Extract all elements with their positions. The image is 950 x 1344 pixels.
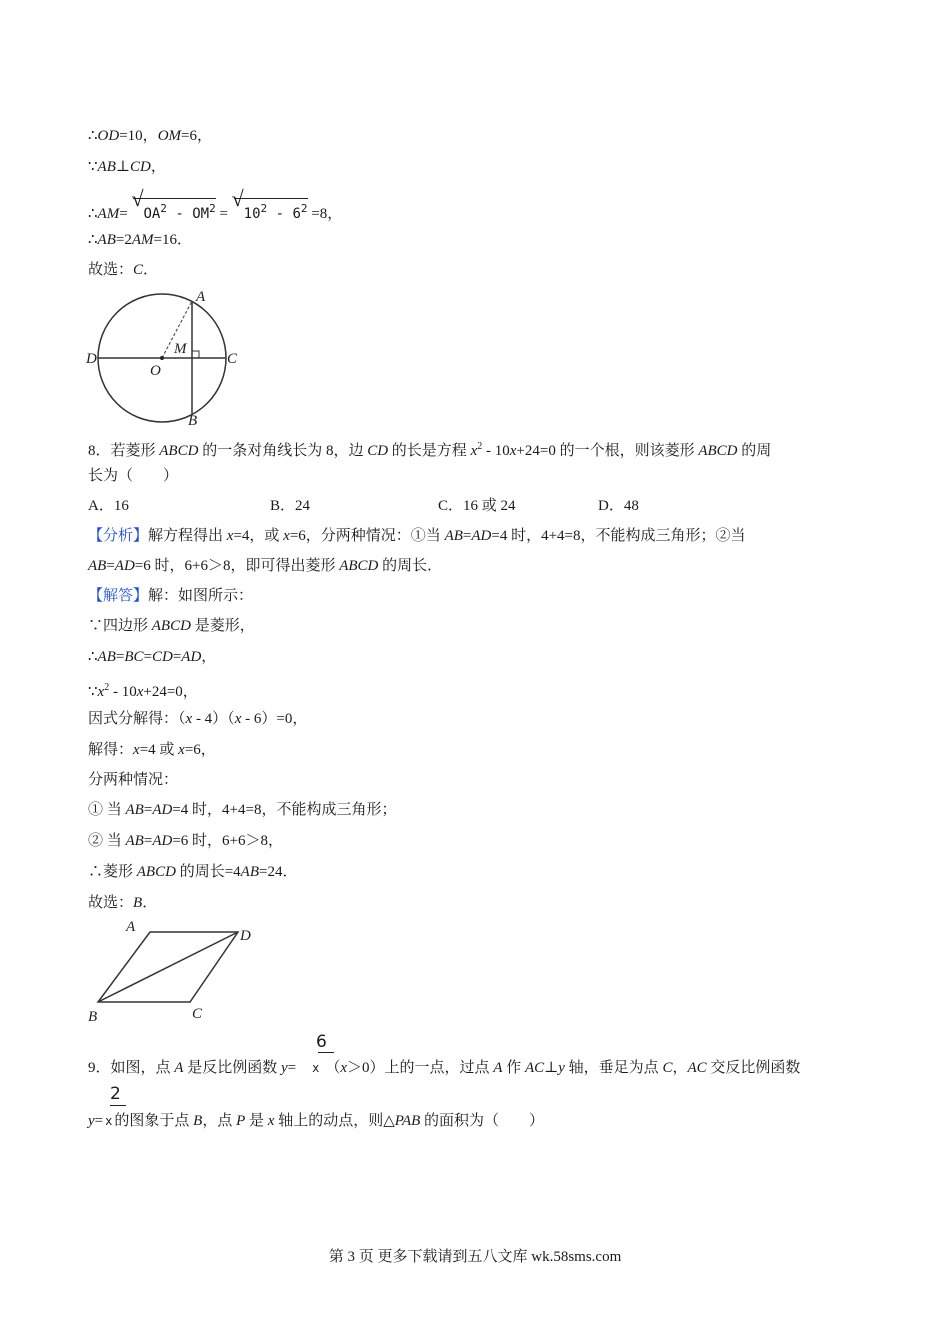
- question-8-line-1: 8．若菱形 ABCD 的一条对角线长为 8，边 CD 的长是方程 $x^2 - 10x+24=0$ 的一个根，则该菱形 ABCD 的周: [88, 441, 772, 459]
- label-b: B: [88, 1009, 98, 1025]
- rhombus-figure: [84, 918, 264, 1028]
- text-line: ∴OD=10，OM=6，: [88, 128, 212, 144]
- solution-line-7: 分两种情况：: [88, 772, 179, 788]
- sqrt-expression-2: √ $10^2 - 6^2$: [231, 186, 308, 222]
- text-line: 故选：C．: [88, 262, 159, 278]
- fraction-6-over-x: 6: [316, 1032, 327, 1052]
- option-c: C．16 或 24: [438, 498, 516, 514]
- label-c: C: [227, 351, 238, 367]
- center-point: [160, 356, 164, 360]
- solution-tag: 【解答】: [88, 588, 149, 604]
- solution-line-8: ① 当 AB=AD=4 时，4+4=8，不能构成三角形；: [88, 802, 397, 818]
- fraction-denominator: x: [105, 1114, 113, 1128]
- label-a: A: [196, 289, 206, 305]
- analysis-line-1: 【分析】解方程得出 x=4，或 x=6，分两种情况：①当 AB=AD=4 时，4+4=8，不能构成三角形；②当: [88, 528, 746, 544]
- solution-line-11: 故选：B．: [88, 895, 158, 911]
- solution-line-2: ∵四边形 ABCD 是菱形，: [88, 618, 255, 634]
- fraction-denominator: x: [312, 1061, 320, 1075]
- label-b: B: [188, 413, 198, 428]
- solution-line-9: ② 当 AB=AD=6 时，6+6＞8，: [88, 833, 283, 849]
- fraction-bar-1: [318, 1052, 334, 1053]
- label-o: O: [150, 363, 161, 379]
- label-a: A: [126, 919, 136, 935]
- question-9-line-2: y= x 的图象于点 B，点 P 是 x 轴上的动点，则△PAB 的面积为（ ）: [88, 1113, 545, 1129]
- solution-line-10: ∴菱形 ABCD 的周长=4AB=24．: [88, 864, 298, 880]
- option-d: D．48: [598, 498, 639, 514]
- solution-line-1: 【解答】解：如图所示：: [88, 588, 254, 604]
- label-c: C: [192, 1006, 203, 1022]
- fraction-2-over-x: 2: [110, 1084, 121, 1104]
- text-line: ∵AB⊥CD，: [88, 159, 166, 175]
- option-a: A．16: [88, 498, 129, 514]
- right-angle-mark: [192, 351, 199, 358]
- label-m: M: [174, 341, 187, 357]
- analysis-tag: 【分析】: [88, 528, 149, 544]
- solution-line-3: ∴AB=BC=CD=AD，: [88, 649, 217, 665]
- solution-line-6: 解得：x=4 或 x=6，: [88, 742, 216, 758]
- label-d: D: [86, 351, 97, 367]
- question-8-line-2: 长为（ ）: [88, 468, 179, 484]
- analysis-line-2: AB=AD=6 时，6+6＞8，即可得出菱形 ABCD 的周长．: [88, 558, 443, 574]
- text-line-sqrt: ∴AM= √ $OA^2 - OM^2$ = √ $10^2 - 6^2 =8$，: [88, 186, 343, 222]
- fraction-bar-2: [110, 1105, 126, 1106]
- sqrt-expression-1: √ $OA^2 - OM^2$: [131, 186, 216, 222]
- option-b: B．24: [270, 498, 311, 514]
- solution-line-4: $\because x^2 - 10x+24=0$，: [88, 682, 198, 700]
- solution-line-5: 因式分解得：（x - 4）（x - 6）=0，: [88, 711, 308, 727]
- diagonal-bd: [98, 932, 238, 1002]
- label-d: D: [240, 928, 251, 944]
- question-9-line-1: 9．如图，点 A 是反比例函数 y= x （x＞0）上的一点，过点 A 作 AC⊥y 轴，垂足为点 C，AC 交反比例函数: [88, 1060, 801, 1076]
- text-line: ∴AB=2AM=16．: [88, 232, 192, 248]
- circle-figure: [84, 286, 244, 428]
- page-footer: 第 3 页 更多下载请到五八文库 wk.58sms.com: [328, 1249, 622, 1265]
